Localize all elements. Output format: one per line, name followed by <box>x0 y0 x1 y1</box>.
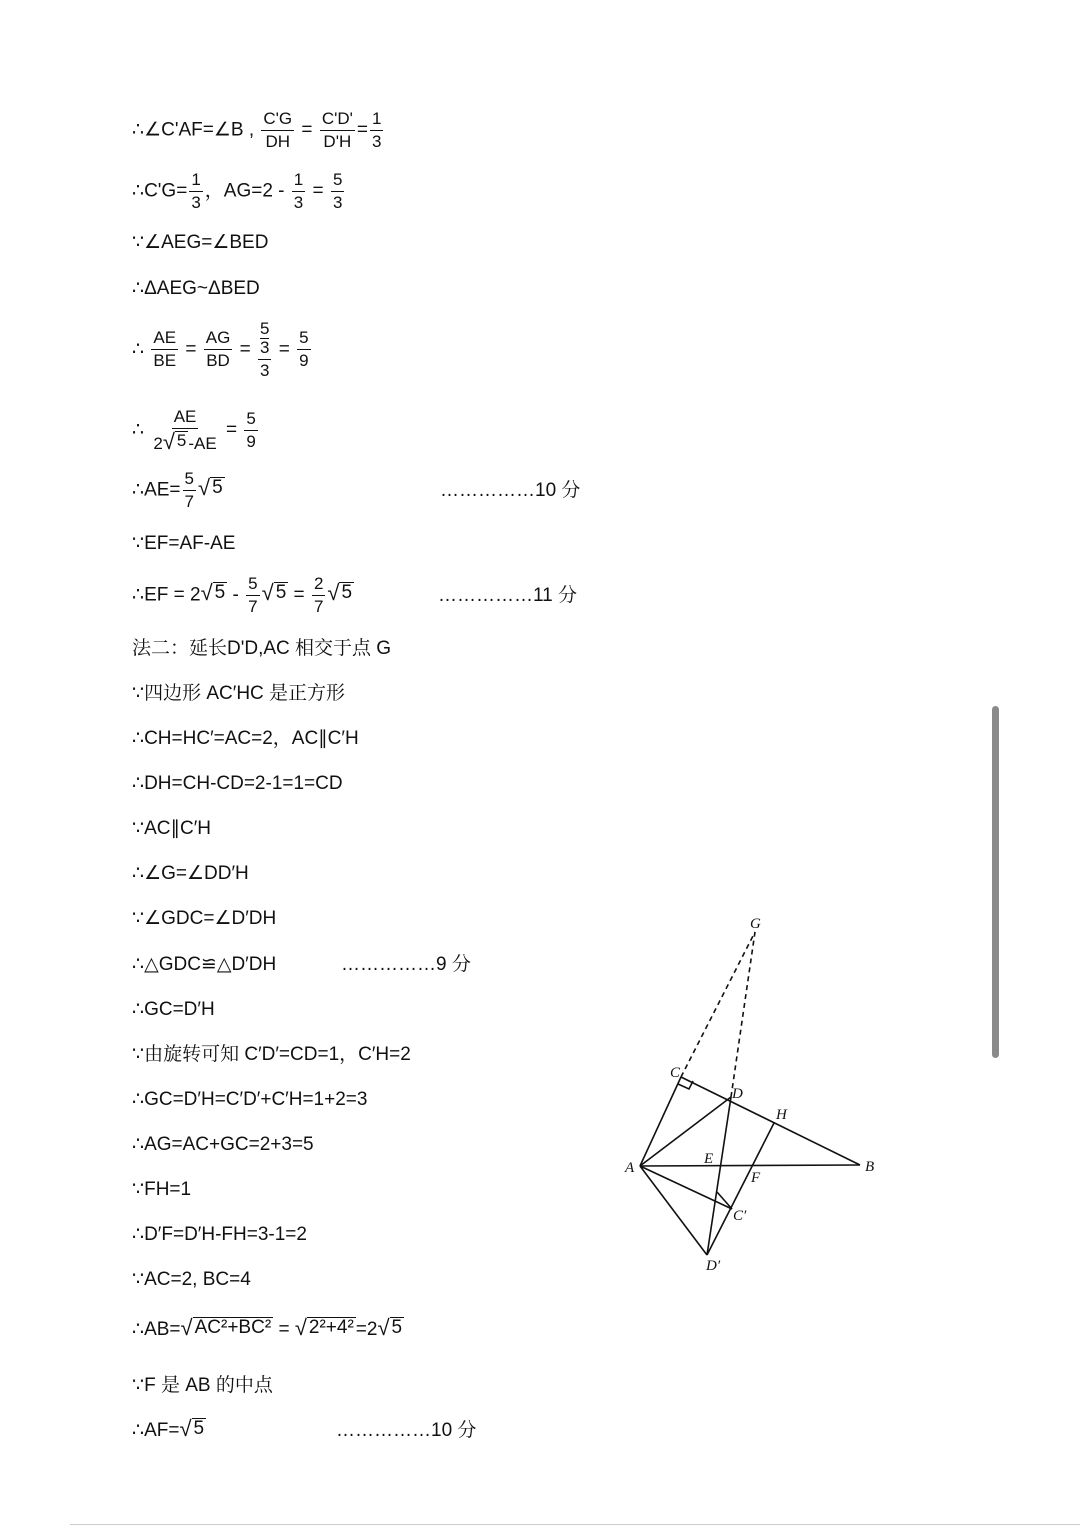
fraction: AE 2 √ 5 -AE <box>153 407 217 454</box>
line-cg-ag: ∴C'G= $\frac{1}{3}$ ，AG=2 - $\frac{1}{3}$ = $\frac{5}{3}$ <box>132 170 343 212</box>
label-g: G <box>750 916 761 932</box>
sol2-line: ∴CH=HC′=AC=2，AC∥C′H <box>132 728 359 749</box>
score-10b: ……………10 分 <box>336 1420 477 1441</box>
sqrt: √ 5 <box>162 428 187 454</box>
method-two-heading: 法二：延长D'D,AC 相交于点 G <box>132 638 392 659</box>
sol2-line: ∴DH=CH-CD=2-1=1=CD <box>132 773 343 794</box>
sol2-line: ∴△GDC≌△D′DH <box>132 954 277 975</box>
line-similar: ∴ΔAEG~ΔBED <box>132 278 260 299</box>
line-angle-aeg: ∵∠AEG=∠BED <box>132 232 269 253</box>
line-angle-ratio: ∴∠C'AF=∠B , $\frac{C'G}{DH}$ = $\frac{C'D'}{D'H}$ = $\frac{1}{3}$ <box>132 109 382 151</box>
segment-ad2 <box>640 1166 707 1255</box>
sol2-line: ∴AG=AC+GC=2+3=5 <box>132 1134 314 1155</box>
segment-ac <box>640 1077 681 1166</box>
sqrt: √ 5 <box>200 580 226 606</box>
label-e: E <box>704 1151 714 1167</box>
sol2-line: ∵AC=2, BC=4 <box>132 1269 251 1290</box>
fraction: $\frac{5}{3}$ <box>332 170 343 212</box>
segment-ad <box>640 1097 731 1166</box>
fraction: $\frac{5}{9}$ <box>299 328 309 371</box>
label-d-prime: D′ <box>706 1258 721 1274</box>
line-ab-value: ∴AB= √ AC²+BC² = √ 2²+4² =2 √ 5 <box>132 1315 403 1340</box>
sol2-line: ∴GC=D′H <box>132 999 215 1020</box>
sqrt: √ 5 <box>179 1416 205 1441</box>
sqrt: √ 5 <box>327 580 353 606</box>
line-af-value: ∴AF= √ 5 <box>132 1416 205 1441</box>
label-h: H <box>776 1107 787 1123</box>
fraction: $\frac{1}{3}$ <box>293 170 304 212</box>
score-9: ……………9 分 <box>341 954 471 975</box>
complex-fraction: 5 3 3 <box>259 319 270 380</box>
sol2-line: ∵由旋转可知 C′D′=CD=1，C′H=2 <box>132 1044 411 1065</box>
label-c: C <box>670 1065 681 1081</box>
label-c-prime: C′ <box>733 1208 747 1224</box>
sol2-line: ∵FH=1 <box>132 1179 192 1200</box>
segment-ab <box>640 1165 860 1166</box>
sol2-line: ∵四边形 AC′HC 是正方形 <box>132 683 346 704</box>
sqrt: √ AC²+BC² <box>180 1315 272 1340</box>
label-a: A <box>625 1160 635 1176</box>
fraction: $\frac{5}{7}$ <box>248 574 258 616</box>
sol2-line: ∴D′F=D′H-FH=3-1=2 <box>132 1224 307 1245</box>
line-ae-equation: ∴ AE 2 √ 5 -AE = $\frac{5}{9}$ <box>132 407 256 454</box>
fraction: $\frac{5}{7}$ <box>184 469 194 511</box>
sol2-line-midpoint: ∵F 是 AB 的中点 <box>132 1375 273 1396</box>
fraction: $\frac{1}{3}$ <box>191 170 201 212</box>
sqrt: √ 2²+4² <box>294 1315 354 1340</box>
fraction: $\frac{AE}{BE}$ <box>153 328 177 371</box>
sqrt: √ 5 <box>377 1315 403 1340</box>
label-b: B <box>865 1159 875 1175</box>
geometry-figure <box>600 900 900 1280</box>
line-ae-value: ∴AE= $\frac{5}{7}$ √ 5 <box>132 469 223 511</box>
sqrt: √ 5 <box>261 580 287 606</box>
fraction: $\frac{C'D'}{D'H}$ <box>321 109 353 151</box>
vertical-scrollbar[interactable] <box>992 706 999 1058</box>
sol2-line: ∴∠G=∠DD′H <box>132 863 249 884</box>
sol2-line: ∵∠GDC=∠D′DH <box>132 908 277 929</box>
fraction: $\frac{C'G}{DH}$ <box>263 109 293 151</box>
line-ef-def: ∵EF=AF-AE <box>132 533 236 554</box>
line-ratio-ae-be: ∴ $\frac{AE}{BE}$ = $\frac{AG}{BD}$ = 5 3 3 = $\frac{5}{9}$ <box>132 319 309 380</box>
fraction: $\frac{2}{7}$ <box>313 574 324 616</box>
segment-ac2 <box>640 1166 732 1209</box>
line-ef-value: ∴EF = 2 √ 5 - $\frac{5}{7}$ √ 5 = $\frac{2}{7}$ √ 5 <box>132 574 353 616</box>
segment-c2e <box>717 1192 732 1209</box>
sqrt: √ 5 <box>198 475 223 501</box>
score-10: ……………10 分 <box>440 480 581 501</box>
fraction: $\frac{1}{3}$ <box>371 109 382 151</box>
fraction: $\frac{5}{9}$ <box>246 409 256 451</box>
label-d: D <box>732 1086 743 1102</box>
sol2-line: ∴GC=D′H=C′D′+C′H=1+2=3 <box>132 1089 368 1110</box>
sol2-line: ∵AC∥C′H <box>132 818 211 839</box>
score-11: ……………11 分 <box>438 585 578 606</box>
label-f: F <box>751 1170 761 1186</box>
bottom-divider <box>70 1524 1080 1525</box>
fraction: $\frac{AG}{BD}$ <box>205 328 231 371</box>
text: ∴∠C'AF=∠B , <box>132 119 255 141</box>
